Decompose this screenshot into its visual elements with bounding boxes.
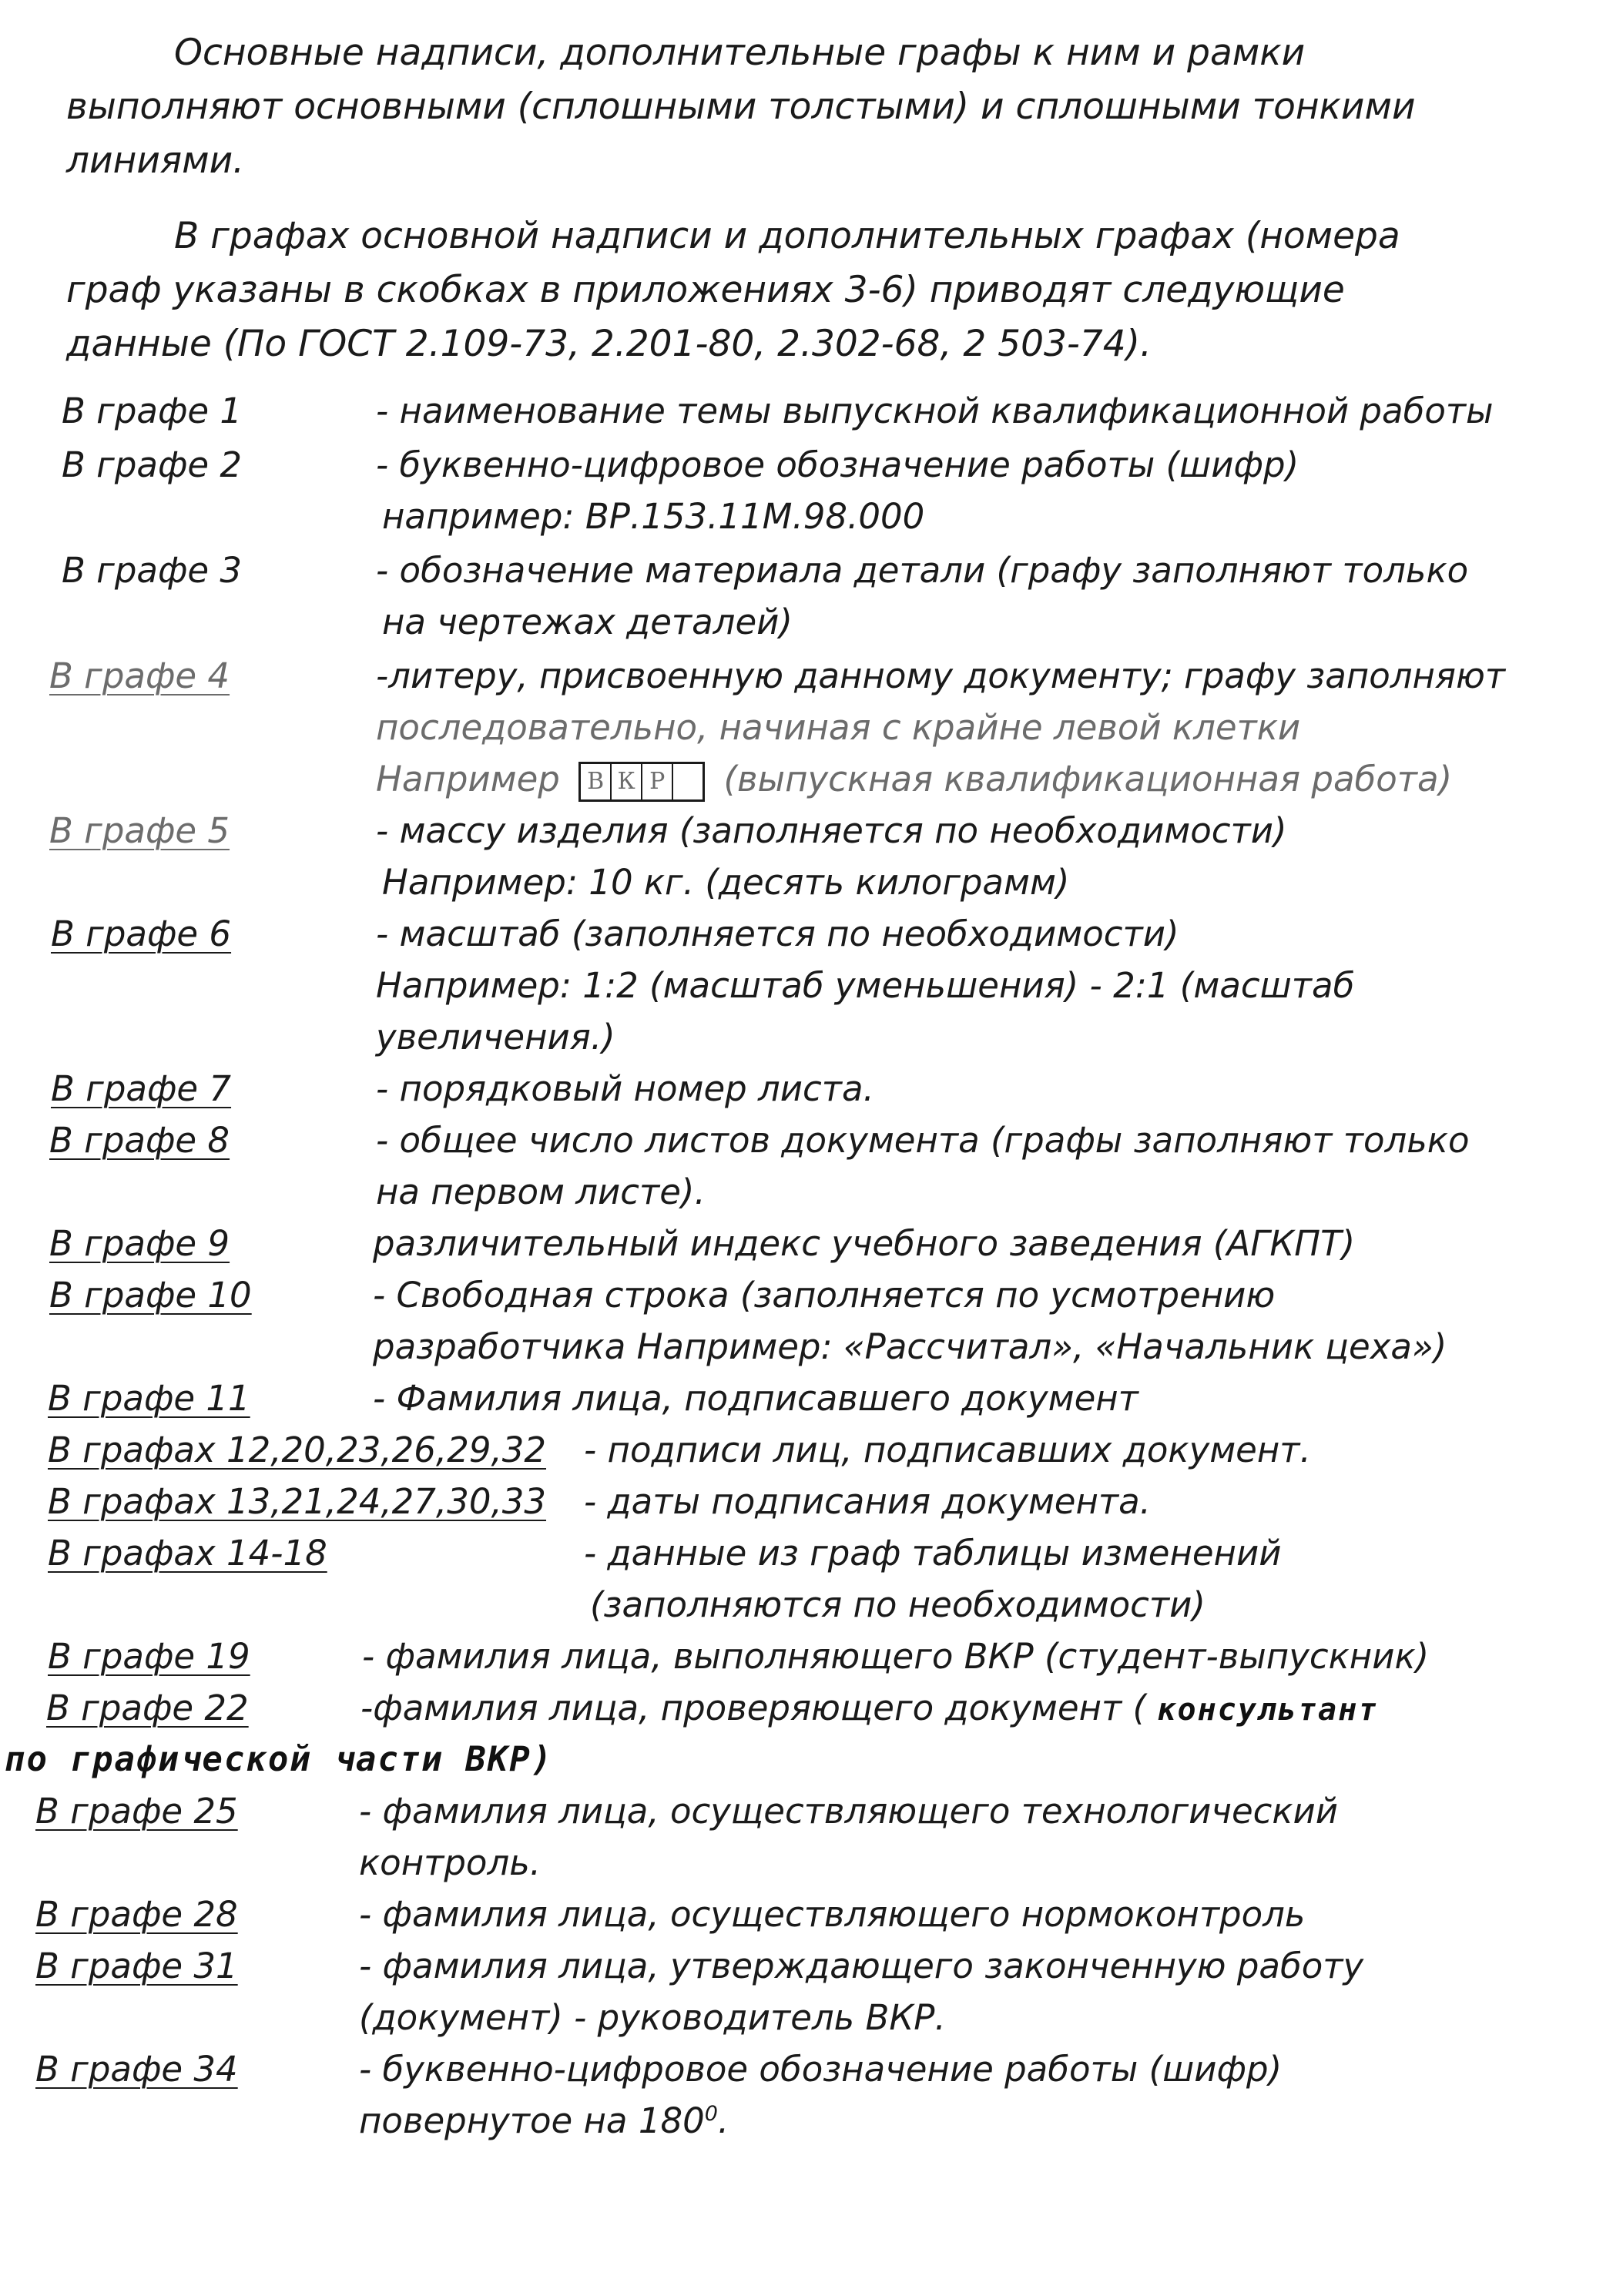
field-text-line: - Фамилия лица, подписавшего документ xyxy=(373,1378,1138,1419)
intro-line-2: выполняют основными (сплошными толстыми) и сплошными тонкими xyxy=(66,85,1416,128)
field-text-line: - обозначение материала детали (графу заполняют только xyxy=(376,550,1469,591)
field-label: В графе 31 xyxy=(35,1946,238,1986)
field-label: В графах 13,21,24,27,30,33 xyxy=(48,1481,547,1522)
field-entry-5 xyxy=(0,805,1623,908)
field-description xyxy=(359,1785,1623,1889)
field-text-line: Например: 10 кг. (десять килограмм) xyxy=(382,862,1070,903)
handwritten-note-line: по графической части ВКР) xyxy=(5,1740,554,1779)
field-label: В графе 4 xyxy=(49,655,230,696)
letter-cell xyxy=(673,764,703,799)
field-text-line: - фамилия лица, осуществляющего нормоконтроль xyxy=(359,1894,1306,1935)
field-text-line: (заполняются по необходимости) xyxy=(590,1584,1206,1625)
fields-line-1: В графах основной надписи и дополнительных графах (номера xyxy=(174,215,1400,257)
field-text-line: - порядковый номер листа. xyxy=(376,1068,874,1109)
field-text-line: различительный индекс учебного заведения (АГКПТ) xyxy=(373,1223,1356,1264)
field-entry-25 xyxy=(0,1785,1623,1889)
field-label: В графе 25 xyxy=(35,1791,238,1832)
field-entry-19 xyxy=(0,1631,1623,1682)
example-suffix: (выпускная квалификационная работа) xyxy=(723,759,1453,799)
intro-line-3: линиями. xyxy=(66,139,245,182)
field-label: В графе 19 xyxy=(48,1636,250,1677)
field-description xyxy=(376,385,1623,437)
field-description xyxy=(359,2043,1623,2147)
field-description xyxy=(373,1373,1623,1424)
field-text-line: - массу изделия (заполняется по необходимости) xyxy=(376,810,1287,851)
field-description xyxy=(376,805,1623,908)
field-entry-10 xyxy=(0,1269,1623,1373)
field-text-line: -литеру, присвоенную данному документу; графу заполняют xyxy=(376,655,1506,696)
field-description xyxy=(376,545,1623,648)
field-description xyxy=(373,1218,1623,1269)
field-entry-9 xyxy=(0,1218,1623,1269)
field-text-line: на первом листе). xyxy=(376,1171,706,1212)
field-label: В графе 10 xyxy=(49,1275,252,1316)
field-text-line: - масштаб (заполняется по необходимости) xyxy=(376,913,1179,954)
field-text-line xyxy=(360,1682,1623,1736)
field-text-line: последовательно, начиная с крайне левой клетки xyxy=(376,707,1301,748)
field-entry-4 xyxy=(0,650,1623,805)
field-text-line xyxy=(359,2095,1623,2147)
field-entry-3 xyxy=(0,545,1623,648)
field-entry-7 xyxy=(0,1063,1623,1114)
field-text-line: на чертежах деталей) xyxy=(382,602,793,642)
handwritten-note-inline: консультант xyxy=(1157,1692,1379,1728)
field-entry-6 xyxy=(0,908,1623,1063)
letter-cell: Р xyxy=(642,764,673,799)
field-description xyxy=(376,1114,1623,1218)
field-label: В графе 1 xyxy=(62,390,243,431)
field-text-line: разработчика Например: «Рассчитал», «Начальник цеха») xyxy=(373,1326,1447,1367)
field-text-line: - общее число листов документа (графы заполняют только xyxy=(376,1120,1470,1161)
letter-cell: К xyxy=(612,764,642,799)
fields-line-2: граф указаны в скобках в приложениях 3-6) приводят следующие xyxy=(66,269,1345,311)
field-entry-28 xyxy=(0,1889,1623,1940)
field-label: В графе 22 xyxy=(46,1688,249,1728)
intro-paragraph xyxy=(66,26,1576,188)
field-label: В графе 8 xyxy=(49,1120,230,1161)
field-description xyxy=(584,1476,1623,1527)
field-text-line: - буквенно-цифровое обозначение работы (шифр) xyxy=(359,2049,1283,2090)
field-description xyxy=(584,1527,1623,1631)
field-entry-31 xyxy=(0,1940,1623,2043)
fields-paragraph xyxy=(66,209,1576,371)
field-description xyxy=(584,1424,1623,1476)
field-description xyxy=(359,1940,1623,2043)
field-text-part: -фамилия лица, проверяющего документ ( xyxy=(360,1688,1147,1728)
field-entry-12 xyxy=(0,1424,1623,1476)
field-label: В графе 3 xyxy=(62,550,243,591)
field-description xyxy=(359,1889,1623,1940)
field-label: В графе 34 xyxy=(35,2049,238,2090)
field-text-part: повернутое на 180 xyxy=(359,2100,705,2141)
field-text-line: контроль. xyxy=(359,1842,542,1883)
field-description xyxy=(376,439,1623,542)
field-text-line: (документ) - руководитель ВКР. xyxy=(359,1997,946,2038)
field-text-line: - данные из граф таблицы изменений xyxy=(584,1533,1282,1574)
letter-cell: В xyxy=(581,764,612,799)
field-label: В графе 6 xyxy=(51,913,232,954)
period-mark: . xyxy=(717,2100,729,2141)
field-text-line: - буквенно-цифровое обозначение работы (шифр) xyxy=(376,444,1299,485)
field-description xyxy=(376,908,1623,1063)
example-prefix: Например xyxy=(376,759,560,799)
field-label: В графах 12,20,23,26,29,32 xyxy=(48,1430,547,1470)
field-text-line: например: ВР.153.11М.98.000 xyxy=(382,496,925,537)
field-list xyxy=(0,385,1623,2147)
field-label: В графе 5 xyxy=(49,810,230,851)
field-entry-14 xyxy=(0,1527,1623,1631)
field-text-line: - подписи лиц, подписавших документ. xyxy=(584,1430,1311,1470)
field-text-line: - Свободная строка (заполняется по усмотрению xyxy=(373,1275,1276,1316)
example-box-line xyxy=(376,753,1623,805)
field-entry-2 xyxy=(0,439,1623,542)
field-description xyxy=(376,1063,1623,1114)
degree-superscript: 0 xyxy=(704,2102,718,2126)
field-text-line: - фамилия лица, выполняющего ВКР (студент-выпускник) xyxy=(362,1636,1430,1677)
field-entry-1 xyxy=(0,385,1623,437)
field-label: В графах 14-18 xyxy=(48,1533,327,1574)
field-entry-11 xyxy=(0,1373,1623,1424)
field-text-line: Например: 1:2 (масштаб уменьшения) - 2:1 (масштаб xyxy=(376,965,1355,1006)
field-label: В графе 9 xyxy=(49,1223,230,1264)
field-text-line: - даты подписания документа. xyxy=(584,1481,1151,1522)
field-label: В графе 7 xyxy=(51,1068,232,1109)
field-entry-13 xyxy=(0,1476,1623,1527)
field-label: В графе 28 xyxy=(35,1894,238,1935)
field-description xyxy=(360,1682,1623,1736)
field-entry-22 xyxy=(0,1682,1623,1785)
field-text-line: - фамилия лица, осуществляющего технологический xyxy=(359,1791,1339,1832)
field-label: В графе 2 xyxy=(62,444,243,485)
field-text-line: - наименование темы выпускной квалификационной работы xyxy=(376,390,1494,431)
letter-box xyxy=(578,762,705,802)
field-text-line: увеличения.) xyxy=(376,1017,615,1058)
field-description xyxy=(362,1631,1623,1682)
field-entry-34 xyxy=(0,2043,1623,2147)
fields-line-3: данные (По ГОСТ 2.109-73, 2.201-80, 2.302-68, 2 503-74). xyxy=(66,323,1152,365)
field-text-line: - фамилия лица, утверждающего законченную работу xyxy=(359,1946,1364,1986)
field-entry-8 xyxy=(0,1114,1623,1218)
field-description xyxy=(373,1269,1623,1373)
field-label: В графе 11 xyxy=(48,1378,250,1419)
intro-line-1: Основные надписи, дополнительные графы к ним и рамки xyxy=(174,32,1306,74)
field-description xyxy=(376,650,1623,805)
